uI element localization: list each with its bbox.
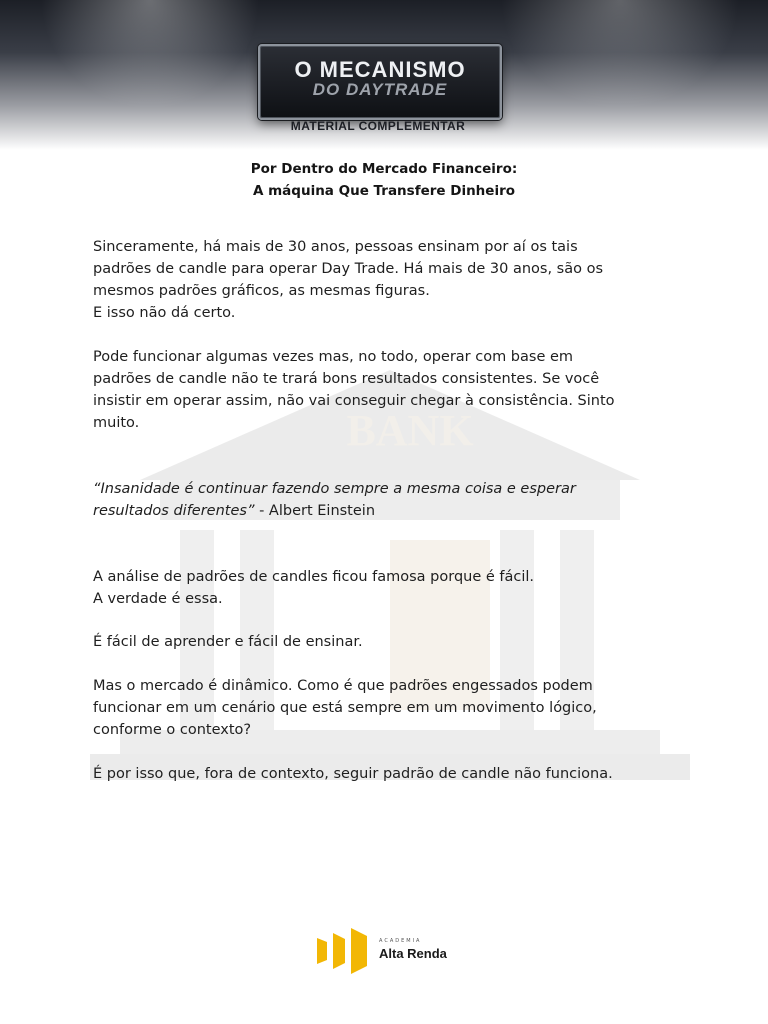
chevron-3 — [351, 928, 367, 974]
quote-text-end: resultados diferentes” — [93, 503, 255, 519]
paragraph-line: Sinceramente, há mais de 30 anos, pessoas ensinam por aí os tais — [93, 239, 578, 255]
paragraph-line: É fácil de aprender e fácil de ensinar. — [93, 634, 363, 650]
paragraph-6 — [93, 763, 683, 785]
paragraph-line: muito. — [93, 415, 140, 431]
paragraph-1 — [93, 236, 683, 324]
paragraph-line: funcionar em um cenário que está sempre em um movimento lógico, — [93, 700, 597, 716]
chevron-1 — [317, 938, 327, 964]
logo-line-2: DO DAYTRADE — [312, 80, 448, 99]
paragraph-4 — [93, 631, 683, 653]
paragraph-line: insistir em operar assim, não vai conseguir chegar à consistência. Sinto — [93, 393, 615, 409]
paragraph-2 — [93, 346, 683, 434]
title-line-2: A máquina Que Transfere Dinheiro — [252, 183, 516, 199]
page-title — [0, 158, 768, 202]
paragraph-line: conforme o contexto? — [93, 722, 252, 738]
paragraph-line: A verdade é essa. — [93, 591, 223, 607]
paragraph-line: E isso não dá certo. — [93, 305, 236, 321]
quote-line-1: “Insanidade é continuar fazendo sempre a mesma coisa e esperar — [93, 481, 576, 497]
quote-author: - Albert Einstein — [254, 503, 376, 519]
title-line-1: Por Dentro do Mercado Financeiro: — [250, 161, 518, 177]
brand-name: Alta Renda — [379, 946, 447, 961]
paragraph-line: padrões de candle não te trará bons resultados consistentes. Se você — [93, 371, 600, 387]
paragraph-5 — [93, 675, 683, 741]
paragraph-line: Mas o mercado é dinâmico. Como é que padrões engessados podem — [93, 678, 593, 694]
paragraph-line: Pode funcionar algumas vezes mas, no todo, operar com base em — [93, 349, 574, 365]
banner-light-left — [40, 0, 260, 110]
chevrons-icon — [317, 928, 377, 974]
paragraph-line: padrões de candle para operar Day Trade. Há mais de 30 anos, são os — [93, 261, 604, 277]
paragraph-3 — [93, 566, 683, 610]
banner-light-right — [500, 0, 740, 110]
bank-label: BANK — [346, 406, 474, 455]
paragraph-line: A análise de padrões de candles ficou famosa porque é fácil. — [93, 569, 535, 585]
einstein-quote — [93, 478, 683, 522]
logo-line-1: O MECANISMO — [294, 57, 466, 82]
course-logo — [258, 44, 502, 120]
paragraph-line: mesmos padrões gráficos, as mesmas figuras. — [93, 283, 430, 299]
brand-small-label: ACADEMIA — [379, 938, 422, 944]
quote-line-2 — [93, 500, 683, 522]
material-subtitle: MATERIAL COMPLEMENTAR — [290, 119, 466, 133]
chevron-2 — [333, 933, 345, 969]
academy-logo — [317, 928, 457, 974]
paragraph-line: É por isso que, fora de contexto, seguir padrão de candle não funciona. — [93, 766, 613, 782]
